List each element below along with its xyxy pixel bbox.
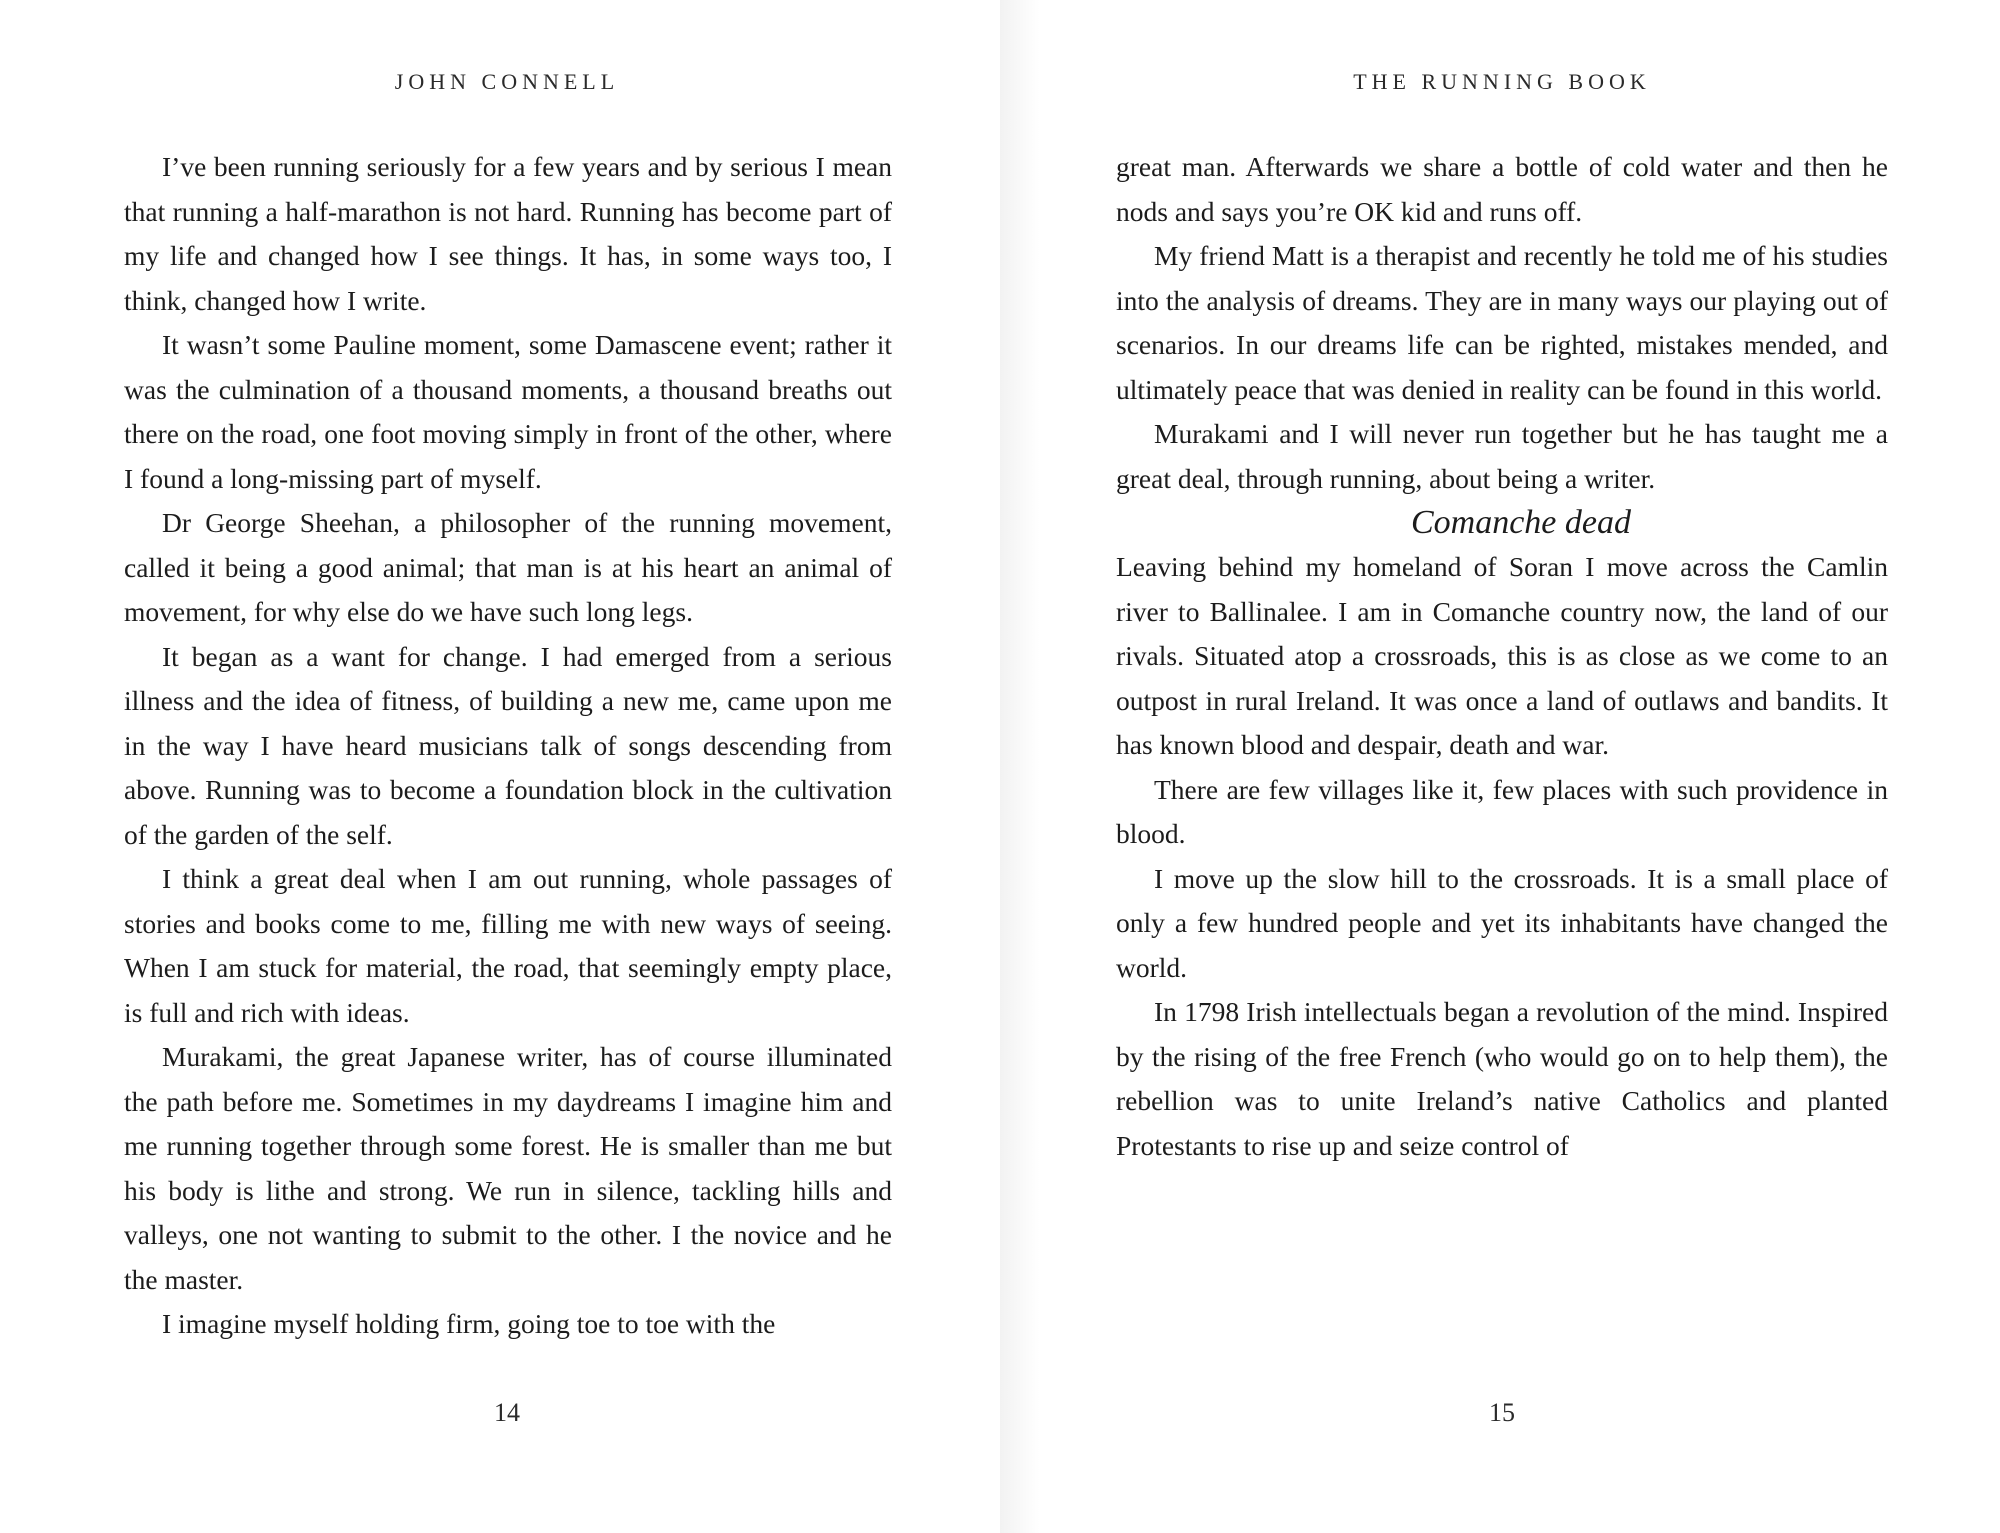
paragraph: It began as a want for change. I had emerged from a serious illness and the idea of fitness, of building a new me, came upon me in the way I have heard musicians talk of songs descending from above. Running was to become a foundation block in the cultivation of the garden of the self.: [124, 640, 892, 850]
paragraph: There are few villages like it, few places with such providence in blood.: [1116, 773, 1888, 849]
paragraph: My friend Matt is a therapist and recently he told me of his studies into the analysis of dreams. They are in many ways our playing out of scenarios. In our dreams life can be righted, mistakes mended, and ultimately peace that was denied in reality can be found in this world.: [1116, 240, 1888, 405]
page-number-left: 14: [494, 1398, 520, 1427]
paragraph: I imagine myself holding firm, going toe to toe with the: [162, 1308, 776, 1339]
section-title: Comanche dead: [1410, 504, 1631, 541]
paragraph: Dr George Sheehan, a philosopher of the running movement, called it being a good animal; that man is at his heart an animal of movement, for why else do we have such long legs.: [124, 507, 892, 627]
right-page: [1000, 0, 2000, 1533]
left-page-body: [124, 145, 892, 1347]
page-number-right: 15: [1489, 1398, 1515, 1427]
right-page-body: [1116, 145, 1888, 1168]
paragraph: Murakami, the great Japanese writer, has of course illuminated the path before me. Sometimes in my daydreams I imagine him and me running together through some forest. He is smaller than me but his body is lithe and strong. We run in silence, tackling hills and valleys, one not wanting to submit to the other. I the novice and he the master.: [124, 1041, 892, 1295]
paragraph-continued: great man. Afterwards we share a bottle of cold water and then he nods and says you’re OK kid and runs off.: [1116, 151, 1888, 227]
running-head-title: THE RUNNING BOOK: [1353, 69, 1651, 94]
running-head-author: JOHN CONNELL: [394, 69, 620, 94]
paragraph: In 1798 Irish intellectuals began a revolution of the mind. Inspired by the rising of the free French (who would go on to help them), the rebellion was to unite Ireland’s native Catholics and planted Protestants to rise up and seize control of: [1116, 996, 1888, 1161]
paragraph: Murakami and I will never run together but he has taught me a great deal, through running, about being a writer.: [1116, 418, 1888, 494]
paragraph: I move up the slow hill to the crossroads. It is a small place of only a few hundred people and yet its inhabitants have changed the world.: [1116, 862, 1888, 983]
paragraph: I think a great deal when I am out running, whole passages of stories and books come to me, filling me with new ways of seeing. When I am stuck for material, the road, that seemingly empty place, is full and rich with ideas.: [124, 863, 892, 1028]
section-first-paragraph: Leaving behind my homeland of Soran I move across the Camlin river to Ballinalee. I am in Comanche country now, the land of our rivals. Situated atop a crossroads, this is as close as we come to an outpost in rural Ireland. It was once a land of outlaws and bandits. It has known blood and despair, death and war.: [1116, 551, 1888, 760]
paragraph: It wasn’t some Pauline moment, some Damascene event; rather it was the culmination of a thousand moments, a thousand breaths out there on the road, one foot moving simply in front of the other, where I found a long-missing part of myself.: [124, 329, 892, 494]
paragraph: I’ve been running seriously for a few years and by serious I mean that running a half-marathon is not hard. Running has become part of my life and changed how I see things. It has, in some ways too, I think, changed how I write.: [124, 151, 892, 316]
